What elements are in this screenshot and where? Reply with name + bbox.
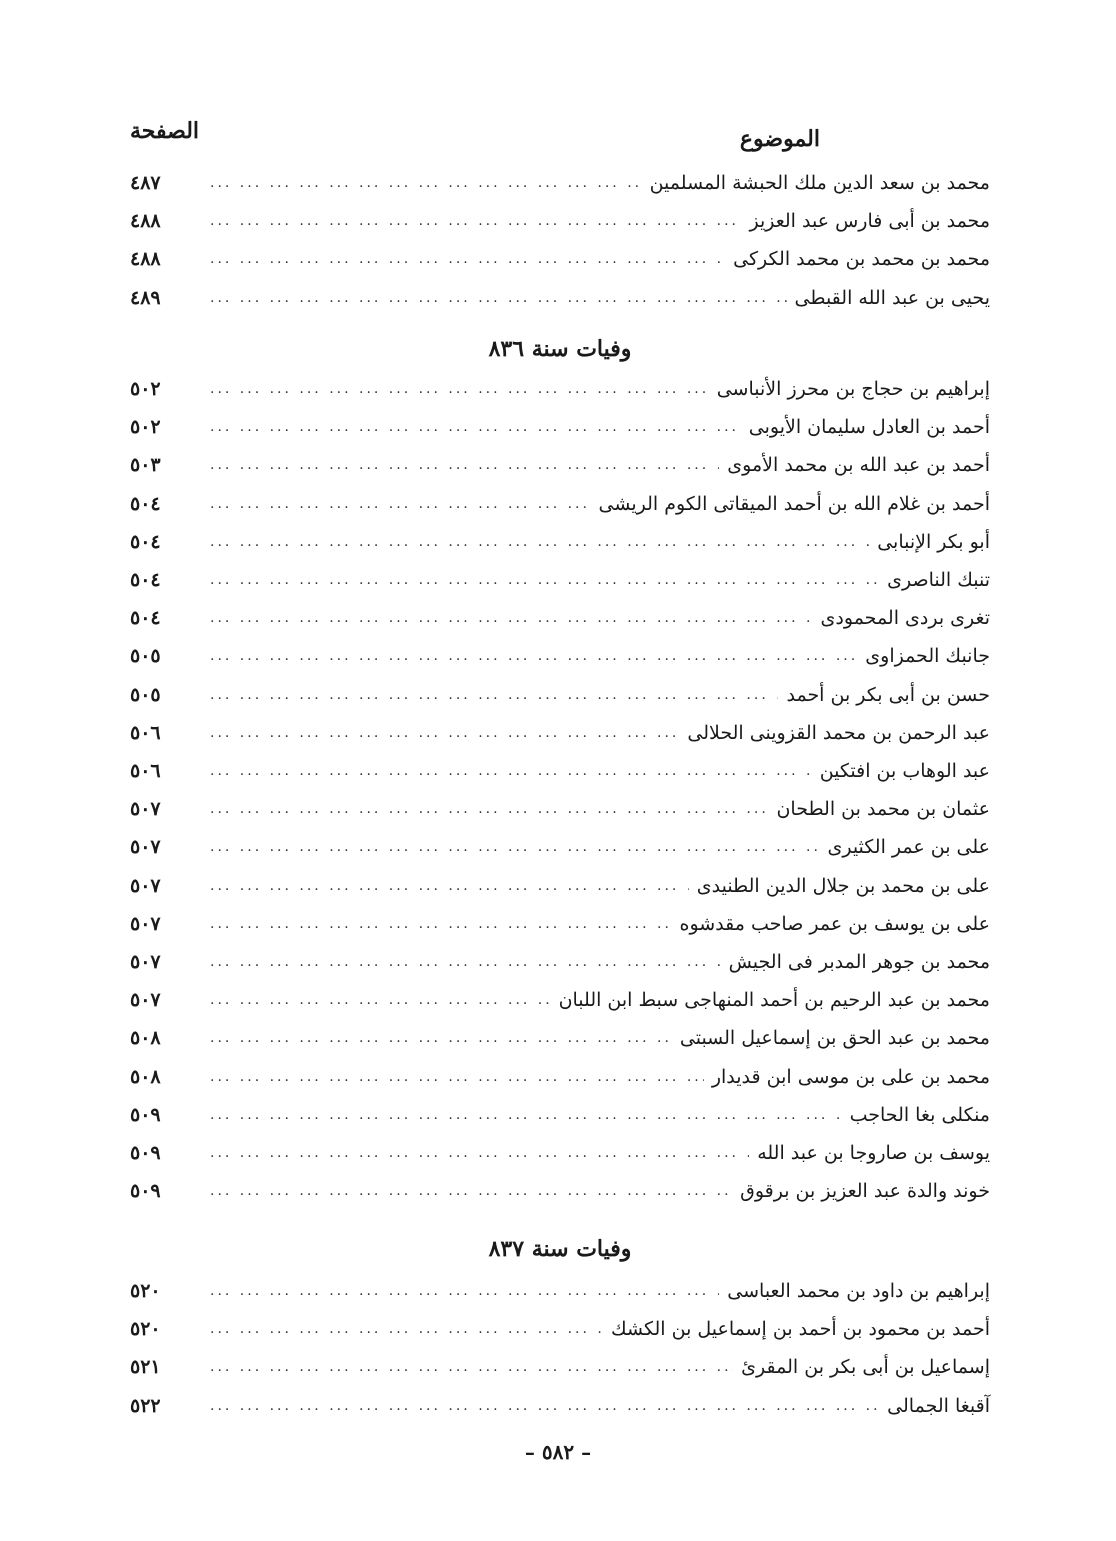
- entry-name: عبد الوهاب بن افتكين: [819, 760, 990, 782]
- entry-name: أحمد بن العادل سليمان الأيوبى: [748, 416, 990, 439]
- dot-leader: [210, 648, 857, 664]
- dot-leader: [210, 496, 591, 512]
- entry-page-number: ٥٠٥: [130, 683, 161, 706]
- dot-leader: [210, 534, 869, 550]
- entry-name: محمد بن على بن موسى ابن قديدار: [711, 1065, 990, 1088]
- index-entry: [130, 527, 990, 557]
- dot-leader: [210, 1145, 749, 1161]
- entry-name: محمد بن محمد بن محمد الكركى: [733, 248, 990, 271]
- dot-leader: [210, 419, 741, 435]
- entry-name: أحمد بن عبد الله بن محمد الأموى: [727, 454, 990, 477]
- entry-page-number: ٥٢٠: [130, 1280, 161, 1302]
- entry-page-number: ٥٠٣: [130, 454, 161, 477]
- entry-page-number: ٥٢١: [130, 1356, 161, 1379]
- entry-page-number: ٥٠٩: [130, 1142, 161, 1164]
- dot-leader: [210, 213, 741, 229]
- dot-leader: [210, 175, 642, 191]
- entry-name: إبراهيم بن داود بن محمد العباسى: [727, 1280, 990, 1302]
- entry-name: حسن بن أبى بكر بن أحمد: [786, 683, 990, 706]
- entry-name: منكلى بغا الحاجب: [849, 1103, 990, 1126]
- index-entry: [130, 1276, 990, 1306]
- dot-leader: [210, 725, 679, 741]
- index-entry: [130, 244, 990, 274]
- index-entry: [130, 412, 990, 442]
- entry-page-number: ٥٠٧: [130, 836, 161, 859]
- index-entry: [130, 450, 990, 480]
- entry-page-number: ٥٠٧: [130, 798, 161, 821]
- entry-name: إبراهيم بن حجاج بن محرز الأنباسى: [716, 378, 990, 400]
- dot-leader: [210, 1359, 733, 1375]
- entry-name: جانبك الحمزاوى: [865, 645, 990, 668]
- entry-page-number: ٥٠٤: [130, 607, 161, 630]
- entry-page-number: ٥٠٦: [130, 760, 161, 782]
- dot-leader: [210, 290, 787, 306]
- dot-leader: [210, 992, 551, 1008]
- entry-page-number: ٥٢٢: [130, 1394, 161, 1417]
- entry-page-number: ٥٠٥: [130, 645, 161, 668]
- entry-page-number: ٥٠٤: [130, 569, 161, 591]
- index-entry: [130, 985, 990, 1015]
- dot-leader: [210, 1030, 672, 1046]
- entry-name: محمد بن عبد الرحيم بن أحمد المنهاجى سبط ابن اللبان: [558, 989, 990, 1012]
- entry-page-number: ٥٢٠: [130, 1318, 161, 1341]
- entry-name: خوند والدة عبد العزيز بن برقوق: [740, 1180, 990, 1203]
- index-entry: [130, 832, 990, 862]
- dot-leader: [210, 457, 719, 473]
- entry-page-number: ٥٠٦: [130, 721, 161, 744]
- entry-page-number: ٤٨٨: [130, 248, 161, 271]
- index-entry: [130, 871, 990, 901]
- dot-leader: [210, 1183, 732, 1199]
- entry-page-number: ٥٠٢: [130, 378, 161, 400]
- index-entry: [130, 603, 990, 633]
- entry-page-number: ٥٠٩: [130, 1180, 161, 1203]
- entry-page-number: ٥٠٢: [130, 416, 161, 439]
- entry-name: محمد بن عبد الحق بن إسماعيل السبتى: [679, 1027, 990, 1050]
- entry-page-number: ٥٠٤: [130, 492, 161, 515]
- dot-leader: [210, 251, 725, 267]
- dot-leader: [210, 610, 813, 626]
- entry-name: تنبك الناصرى: [887, 569, 990, 591]
- dot-leader: [210, 1069, 704, 1085]
- dot-leader: [210, 572, 879, 588]
- entry-page-number: ٥٠٨: [130, 1065, 161, 1088]
- entry-name: تغرى بردى المحمودى: [820, 607, 990, 630]
- topic-column-heading: الموضوع: [739, 126, 820, 152]
- entry-page-number: ٥٠٧: [130, 912, 161, 935]
- entry-page-number: ٥٠٧: [130, 989, 161, 1012]
- entry-name: يوسف بن صاروجا بن عبد الله: [757, 1142, 990, 1164]
- section-title: وفيات سنة ٨٣٦: [488, 336, 632, 362]
- index-entry: [130, 1176, 990, 1206]
- index-entry: [130, 794, 990, 824]
- index-entry: [130, 947, 990, 977]
- entry-name: عبد الرحمن بن محمد القزوينى الحلالى: [687, 721, 990, 744]
- dot-leader: [210, 1398, 879, 1414]
- entry-name: يحيى بن عبد الله القبطى: [794, 286, 990, 309]
- page-column-heading: الصفحة: [130, 118, 200, 144]
- entry-page-number: ٥٠٤: [130, 530, 161, 553]
- entry-name: أحمد بن محمود بن أحمد بن إسماعيل بن الكشك: [611, 1318, 990, 1341]
- index-entry: [130, 1352, 990, 1382]
- entry-name: أحمد بن غلام الله بن أحمد الميقاتى الكوم الريشى: [598, 492, 990, 515]
- dot-leader: [210, 763, 812, 779]
- entry-name: إسماعيل بن أبى بكر بن المقرئ: [741, 1356, 990, 1379]
- dot-leader: [210, 878, 689, 894]
- entry-name: محمد بن سعد الدين ملك الحبشة المسلمين: [649, 172, 990, 194]
- dot-leader: [210, 954, 721, 970]
- index-entry: [130, 206, 990, 236]
- page-number: – ٥٨٢ –: [524, 1440, 592, 1464]
- dot-leader: [210, 381, 709, 397]
- index-entry: [130, 756, 990, 786]
- index-entry: [130, 1138, 990, 1168]
- index-entry: [130, 168, 990, 198]
- index-entry: [130, 565, 990, 595]
- dot-leader: [210, 1107, 842, 1123]
- entry-page-number: ٥٠٨: [130, 1027, 161, 1050]
- index-entry: [130, 1023, 990, 1053]
- index-entry: [130, 1314, 990, 1344]
- entry-name: على بن محمد بن جلال الدين الطنيدى: [696, 874, 990, 897]
- table-header: [130, 118, 990, 158]
- index-entry: [130, 489, 990, 519]
- entry-name: محمد بن جوهر المدبر فى الجيش: [728, 951, 990, 973]
- entry-page-number: ٥٠٩: [130, 1103, 161, 1126]
- section-title: وفيات سنة ٨٣٧: [488, 1236, 632, 1262]
- entry-page-number: ٤٨٨: [130, 210, 161, 233]
- entry-name: على بن يوسف بن عمر صاحب مقدشوه: [679, 912, 990, 935]
- index-entry: [130, 1391, 990, 1421]
- dot-leader: [210, 687, 778, 703]
- index-entry: [130, 374, 990, 404]
- dot-leader: [210, 916, 672, 932]
- entry-name: عثمان بن محمد بن الطحان: [776, 798, 990, 821]
- entry-page-number: ٥٠٧: [130, 951, 161, 973]
- entry-name: أبو بكر الإنبابى: [877, 530, 990, 553]
- entry-page-number: ٥٠٧: [130, 874, 161, 897]
- index-entry: [130, 283, 990, 313]
- dot-leader: [210, 1321, 603, 1337]
- index-entry: [130, 1062, 990, 1092]
- entry-page-number: ٤٨٩: [130, 286, 161, 309]
- index-entry: [130, 680, 990, 710]
- dot-leader: [210, 801, 768, 817]
- index-entry: [130, 641, 990, 671]
- dot-leader: [210, 1283, 719, 1299]
- index-entry: [130, 1100, 990, 1130]
- index-entry: [130, 909, 990, 939]
- dot-leader: [210, 839, 819, 855]
- entry-name: محمد بن أبى فارس عبد العزيز: [749, 210, 990, 233]
- entry-name: على بن عمر الكثيرى: [827, 836, 990, 859]
- index-entry: [130, 718, 990, 748]
- entry-page-number: ٤٨٧: [130, 172, 161, 194]
- entry-name: آقبغا الجمالى: [887, 1394, 990, 1417]
